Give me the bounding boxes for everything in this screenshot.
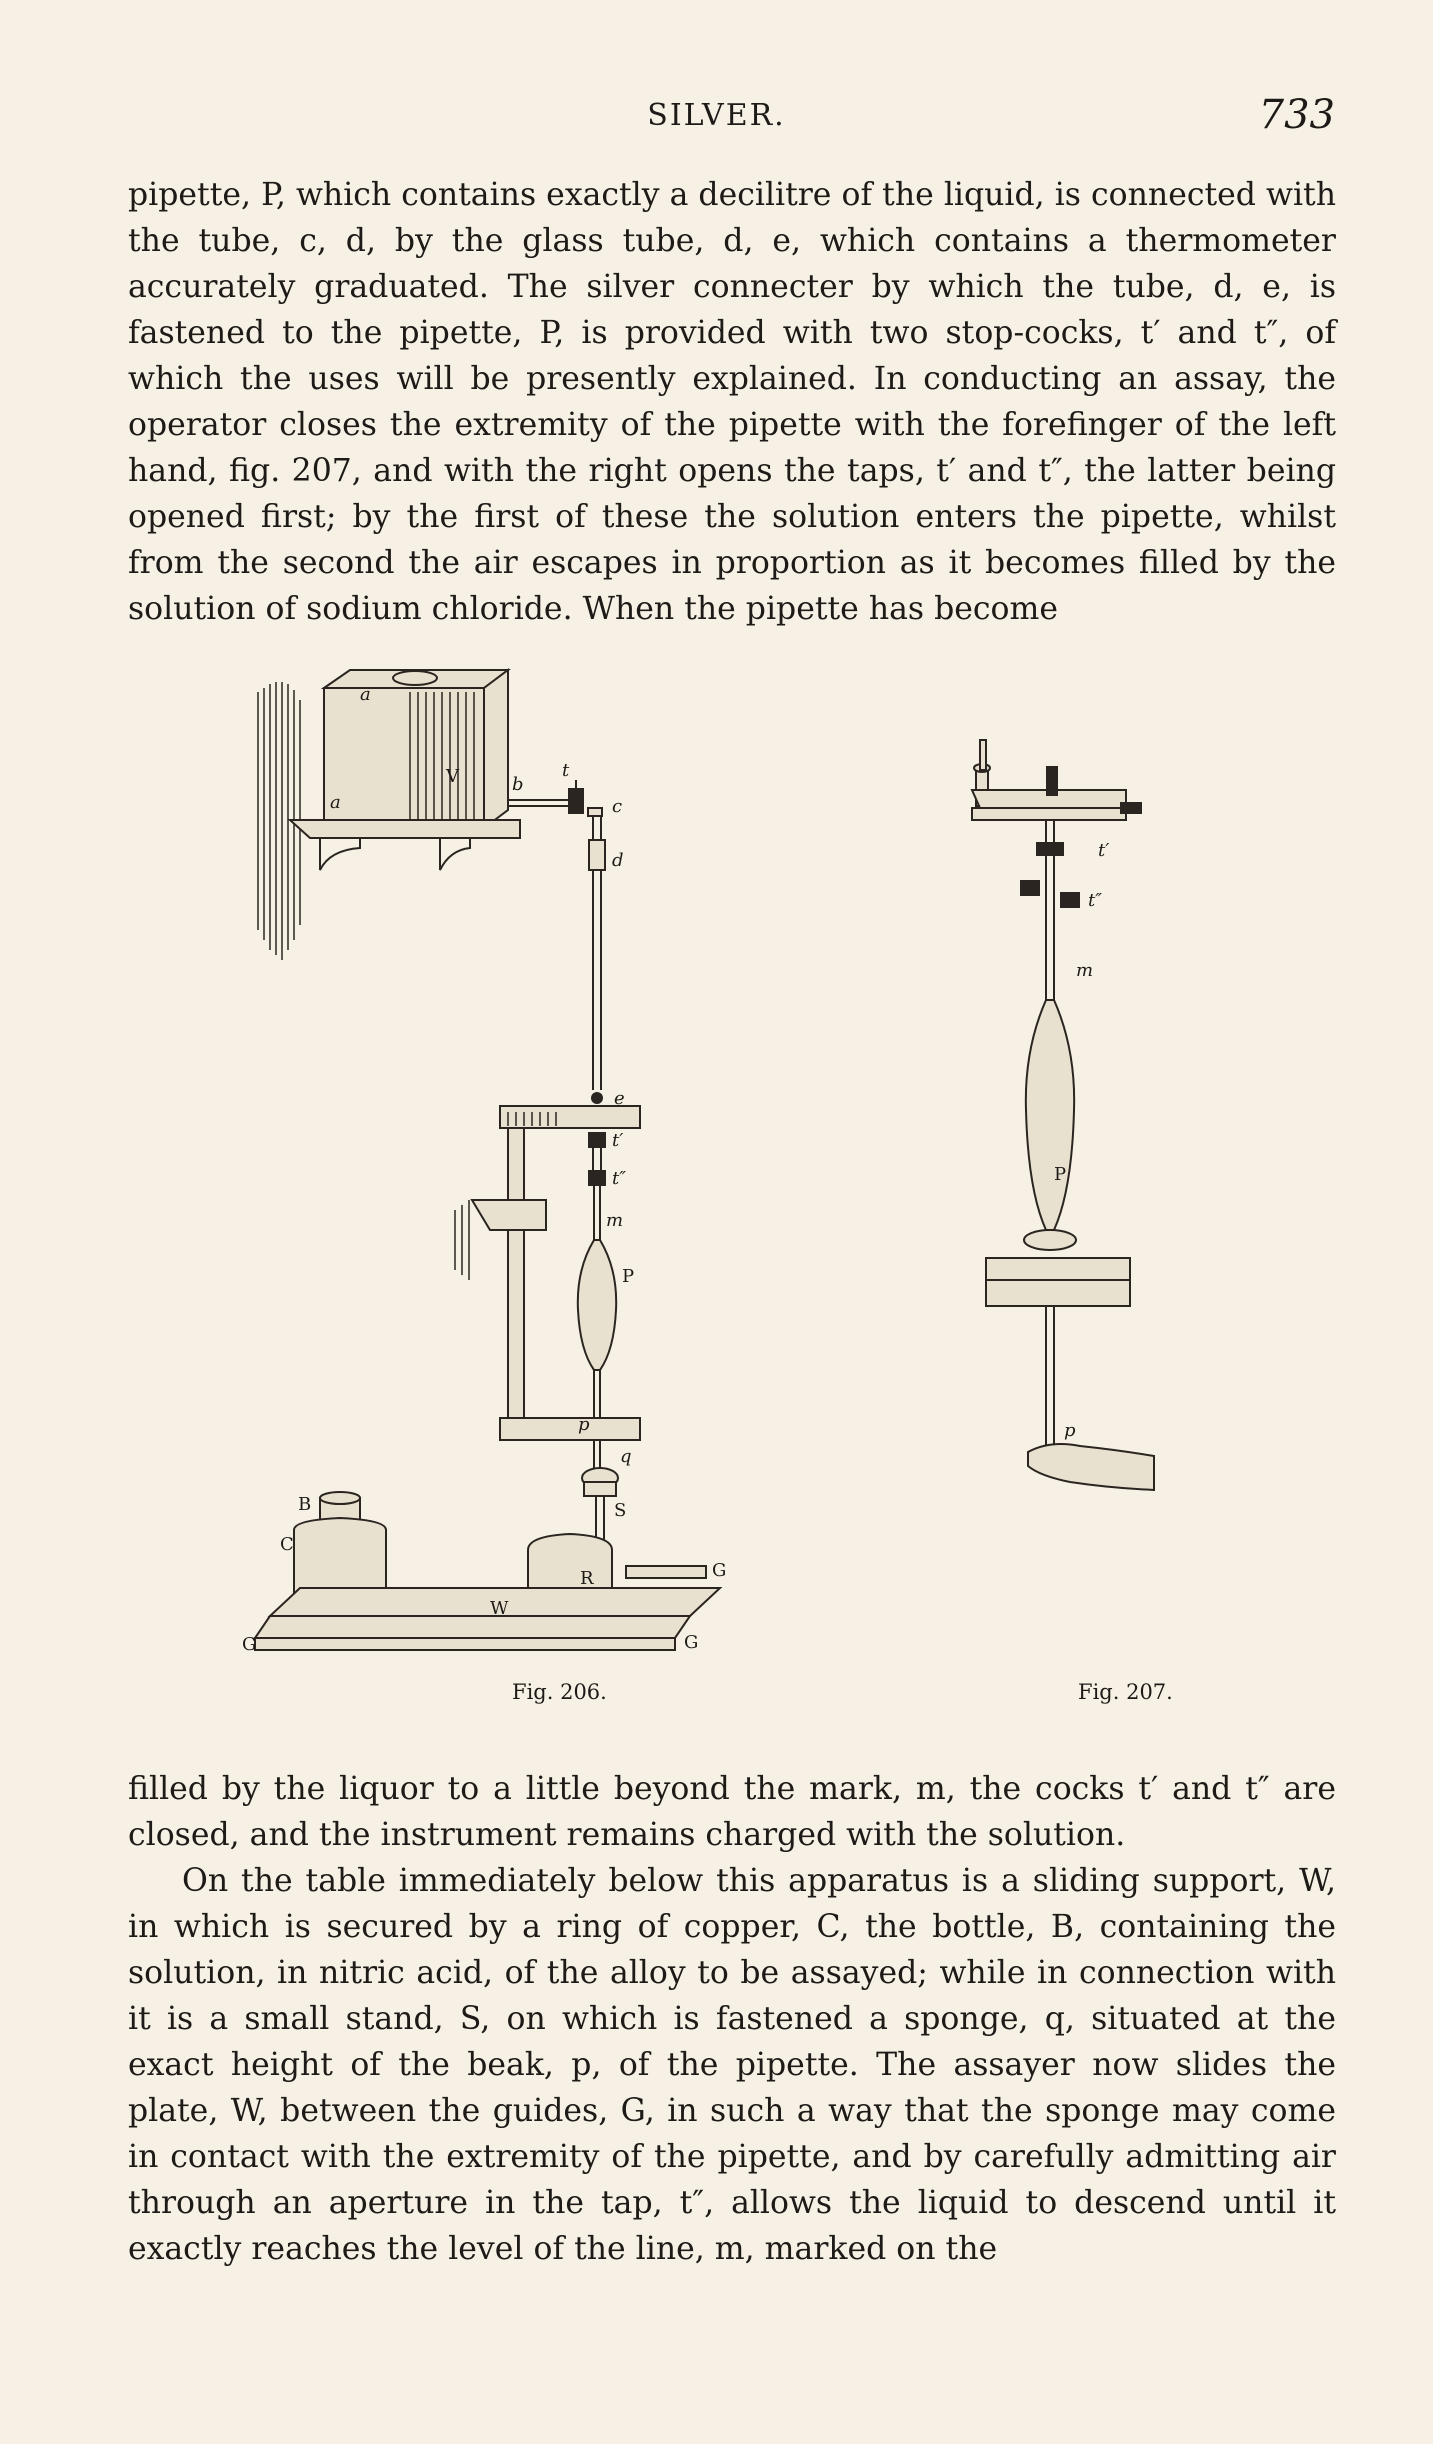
apparatus-illustration [242, 670, 1210, 1710]
wall-clamp [472, 1200, 546, 1230]
label-207-P: P [1054, 1164, 1067, 1185]
label-206-P: P [622, 1266, 635, 1287]
upright-rod [508, 1128, 524, 1418]
label-206-G3: G [242, 1634, 257, 1655]
stopcock-t2 [588, 1170, 606, 1186]
label-206-d: d [612, 850, 624, 871]
label-206-m: m [606, 1210, 624, 1231]
finger [1028, 1444, 1154, 1490]
caption-fig-206: Fig. 206. [512, 1680, 607, 1704]
label-206-q: q [620, 1446, 632, 1467]
fig-206-drawing [255, 670, 720, 1650]
label-207-t1: t′ [1098, 840, 1110, 861]
lower-clamp [500, 1418, 640, 1440]
page-number: 733 [1258, 92, 1335, 138]
label-206-c: c [612, 796, 623, 817]
page-header [0, 92, 1433, 142]
guide-g-front [255, 1638, 675, 1650]
label-206-e: e [614, 1088, 625, 1109]
label-206-t: t [562, 760, 570, 781]
label-206-p: p [578, 1414, 590, 1435]
lower-clamp-207 [986, 1258, 1130, 1280]
paragraph-bottom-2: On the table immediately below this apparatus is a sliding support, W, in which is secured by a ring of copper, C, the bottle, B, containing the solution, in nitric acid, of the alloy to be assayed; while in connection with it is a small stand, S, on which is fastened a sponge, q, situated at the exact height of the beak, p, of the pipette. The assayer now slides the plate, W, between the guides, G, in such a way that the sponge may come in contact with the extremity of the pipette, and by carefully admitting air through an aperture in the tap, t″, allows the liquid to descend until it exactly reaches the level of the line, m, marked on the [128, 1863, 1336, 2267]
upper-clamp [500, 1106, 640, 1128]
label-206-t2: t″ [612, 1168, 626, 1189]
paragraph-bottom-1: filled by the liquor to a little beyond the mark, m, the cocks t′ and t″ are closed, and the instrument remains charged with the solution. [128, 1771, 1336, 1853]
reservoir-side [484, 670, 508, 828]
stopcock-207-t2 [1060, 892, 1080, 908]
label-206-G1: G [712, 1560, 727, 1581]
label-206-W: W [490, 1598, 509, 1619]
paragraph-top: pipette, P, which contains exactly a decilitre of the liquid, is connected with the tube, c, d, by the glass tube, d, e, which contains a thermometer accurately graduated. The silver connecter by which the tube, d, e, is fastened to the pipette, P, is provided with two stop-cocks, t′ and t″, of which the uses will be presently explained. In conducting an assay, the operator closes the extremity of the pipette with the forefinger of the left hand, fig. 207, and with the right opens the taps, t′ and t″, the latter being opened first; by the first of these the solution enters the pipette, whilst from the second the air escapes in proportion as it becomes filled by the solution of sodium chloride. When the pipette has become [128, 177, 1336, 627]
label-206-R: R [580, 1568, 594, 1589]
label-206-C: C [280, 1534, 294, 1555]
reservoir-v [324, 688, 484, 828]
label-206-t1: t′ [612, 1130, 624, 1151]
guide-g-back [626, 1566, 706, 1578]
label-207-t2: t″ [1088, 890, 1102, 911]
label-207-m: m [1076, 960, 1094, 981]
label-206-B: B [298, 1494, 312, 1515]
label-206-b: b [512, 774, 524, 795]
label-206-G2: G [684, 1632, 699, 1653]
paragraphs-bottom [128, 1766, 1336, 2272]
pipette-207-p [1026, 1000, 1074, 1230]
pipette-p [578, 1240, 616, 1370]
stopcock-207-t1 [1036, 842, 1064, 856]
label-206-a-top: a [360, 684, 371, 705]
label-206-S: S [614, 1500, 627, 1521]
figures-206-207 [242, 670, 1210, 1710]
shelf [290, 820, 520, 838]
running-title: SILVER. [647, 98, 786, 133]
stopcock-t1 [588, 1132, 606, 1148]
label-206-a-side: a [330, 792, 341, 813]
label-207-p: p [1064, 1420, 1076, 1441]
fig-207-drawing [972, 740, 1154, 1490]
label-206-V: V [446, 766, 459, 787]
caption-fig-207: Fig. 207. [1078, 1680, 1173, 1704]
